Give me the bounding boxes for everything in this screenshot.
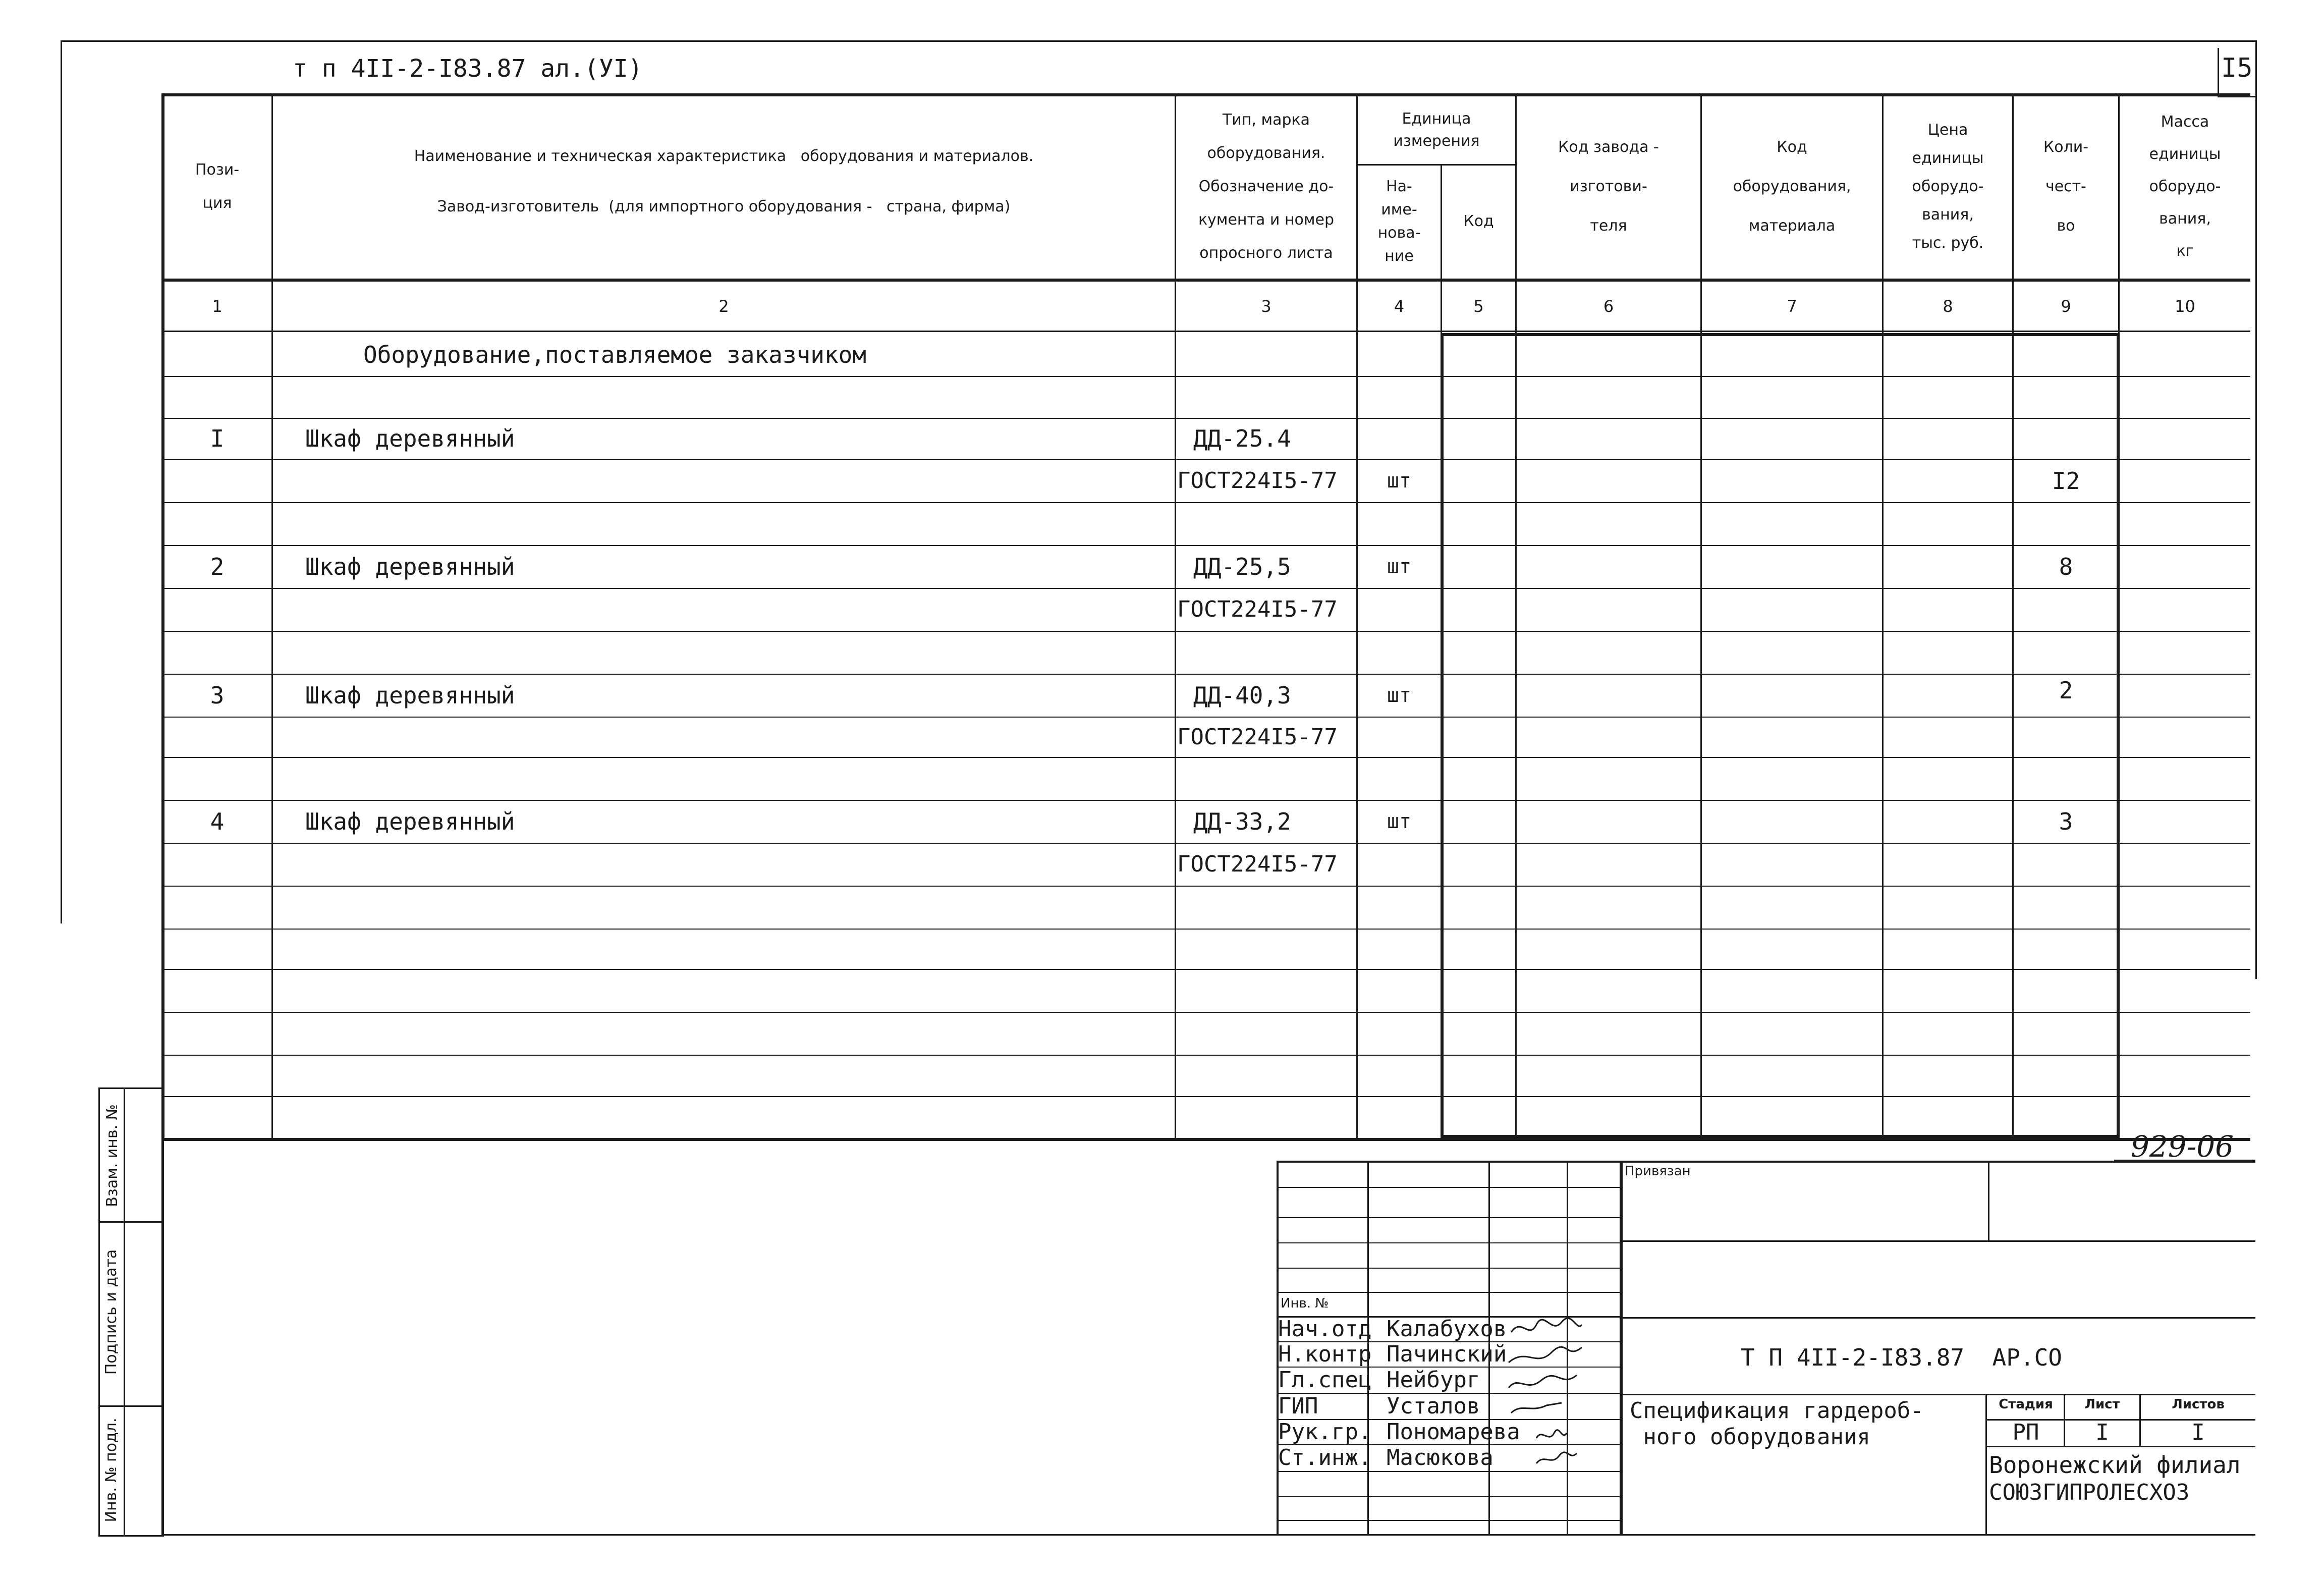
row-quantity: I2 xyxy=(2052,467,2080,495)
tb-row xyxy=(1277,1187,1620,1188)
row-standard: ГОСТ224I5-77 xyxy=(1177,596,1338,622)
staff-name: Усталов xyxy=(1387,1393,1480,1419)
column-number: 1 xyxy=(212,296,223,316)
section-title: Оборудование,поставляемое заказчиком xyxy=(363,341,866,368)
staff-name: Пачинский xyxy=(1387,1341,1507,1367)
stage-value: РП xyxy=(2012,1420,2039,1445)
margin-divider xyxy=(98,1221,164,1223)
row-quantity: 3 xyxy=(2059,807,2073,835)
tb-row xyxy=(1277,1268,1620,1269)
sheet-value: I xyxy=(2095,1420,2109,1445)
header-unit-group: Единица измерения xyxy=(1393,110,1480,150)
tb-col xyxy=(1620,1161,1623,1534)
privyazan-label: Привязан xyxy=(1625,1164,1691,1179)
header-name-line1: Наименование и техническая характеристика оборудования и материалов. xyxy=(414,147,1034,165)
tb-stage-divider xyxy=(1985,1394,1987,1534)
bottom-border xyxy=(161,1534,2255,1536)
page-number-box-left xyxy=(2218,48,2219,96)
row-position: 4 xyxy=(210,807,225,835)
organization-line1: Воронежский филиал xyxy=(1989,1451,2241,1479)
organization-line2: СОЮЗГИПРОЛЕСХОЗ xyxy=(1989,1480,2190,1505)
column-number: 2 xyxy=(718,296,729,316)
sheet-label: Лист xyxy=(2084,1397,2120,1412)
row-unit: шт xyxy=(1387,809,1412,833)
top-border xyxy=(61,40,2255,42)
header-type: Тип, марка оборудования. Обозначение до- кумента и номер опросного листа xyxy=(1198,111,1335,262)
row-unit: шт xyxy=(1387,555,1412,578)
row-standard: ГОСТ224I5-77 xyxy=(1177,851,1338,877)
row-name: Шкаф деревянный xyxy=(305,681,515,709)
tb-row xyxy=(1277,1217,1620,1218)
row-unit: шт xyxy=(1387,469,1412,493)
staff-role: Гл.спец xyxy=(1278,1367,1372,1393)
archive-number: 929-06 xyxy=(2130,1129,2234,1164)
row-type: ДД-25.4 xyxy=(1193,425,1291,452)
tb-privyazan-divider xyxy=(1988,1161,1989,1241)
row-name: Шкаф деревянный xyxy=(305,425,515,452)
signature-scribbles xyxy=(1506,1312,1617,1474)
sheets-label: Листов xyxy=(2172,1397,2225,1412)
column-number: 10 xyxy=(2175,296,2195,316)
row-quantity: 8 xyxy=(2059,553,2073,580)
page-number: I5 xyxy=(2221,53,2253,83)
column-number: 6 xyxy=(1603,296,1614,316)
column-number: 8 xyxy=(1943,296,1953,316)
column-number: 4 xyxy=(1394,296,1405,316)
header-unit-name: На- име- нова- ние xyxy=(1377,178,1421,265)
bold-frame-columns-5-9 xyxy=(1441,333,2120,1138)
sheets-value: I xyxy=(2191,1420,2205,1445)
row-position: I xyxy=(210,425,225,452)
column-number: 3 xyxy=(1261,296,1271,316)
numbers-row-bottom xyxy=(161,331,2250,332)
row-name: Шкаф деревянный xyxy=(305,807,515,835)
tb-row xyxy=(1277,1242,1620,1243)
margin-label-replaced-inv: Взам. инв. № xyxy=(103,1104,121,1207)
tb-row xyxy=(1277,1496,1620,1497)
header-position: Пози- ция xyxy=(195,161,240,212)
header-quantity: Коли- чест- во xyxy=(2043,138,2089,235)
column-number: 7 xyxy=(1787,296,1797,316)
right-outer-border xyxy=(2255,40,2257,979)
tb-line xyxy=(1620,1394,2255,1395)
margin-inner-line xyxy=(124,1087,125,1537)
bottom-left-border xyxy=(161,1138,163,1537)
header-mass: Масса единицы оборудо- вания, кг xyxy=(2149,113,2221,260)
row-unit: шт xyxy=(1387,683,1412,707)
tb-row xyxy=(1277,1292,1620,1293)
header-equipment-code: Код оборудования, материала xyxy=(1733,138,1851,235)
tb-line xyxy=(1620,1317,2255,1319)
row-standard: ГОСТ224I5-77 xyxy=(1177,468,1338,494)
row-quantity: 2 xyxy=(2059,676,2073,704)
top-reference: т п 4II-2-I83.87 ал.(УI) xyxy=(293,55,643,83)
left-outer-border xyxy=(61,40,62,923)
column-number: 9 xyxy=(2061,296,2071,316)
col-line-1 xyxy=(271,93,273,1140)
margin-label-original-inv: Инв. № подл. xyxy=(102,1418,120,1522)
tb-line xyxy=(1985,1446,2255,1447)
row-standard: ГОСТ224I5-77 xyxy=(1177,724,1338,750)
margin-label-signature-date: Подпись и дата xyxy=(102,1249,120,1375)
row-name: Шкаф деревянный xyxy=(305,553,515,580)
document-title: Спецификация гардероб- ного оборудования xyxy=(1630,1398,1924,1450)
row-type: ДД-40,3 xyxy=(1193,681,1291,709)
staff-role: ГИП xyxy=(1278,1393,1318,1419)
staff-role: Нач.отд xyxy=(1278,1316,1372,1342)
stage-label: Стадия xyxy=(1999,1397,2053,1412)
column-number: 5 xyxy=(1473,296,1484,316)
header-price: Цена единицы оборудо- вания, тыс. руб. xyxy=(1912,121,1984,252)
tb-line xyxy=(1620,1240,2255,1242)
tb-row xyxy=(1277,1520,1620,1521)
row-position: 3 xyxy=(210,681,225,709)
staff-name: Пономарева xyxy=(1387,1419,1520,1445)
row-type: ДД-33,2 xyxy=(1193,807,1291,835)
staff-role: Ст.инж. xyxy=(1278,1445,1372,1470)
staff-name: Нейбург xyxy=(1387,1367,1480,1393)
staff-name: Масюкова xyxy=(1387,1445,1493,1470)
header-unit-code: Код xyxy=(1463,212,1494,230)
row-position: 2 xyxy=(210,553,225,580)
header-factory-code: Код завода - изготови- теля xyxy=(1558,138,1659,235)
table-bottom xyxy=(161,1138,2250,1141)
header-name-line2: Завод-изготовитель (для импортного оборудования - страна, фирма) xyxy=(437,198,1011,215)
staff-name: Калабухов xyxy=(1387,1316,1507,1342)
document-code: Т П 4II-2-I83.87 АР.СО xyxy=(1741,1344,2062,1371)
staff-role: Рук.гр. xyxy=(1278,1419,1372,1445)
inv-no-label: Инв. № xyxy=(1281,1296,1329,1311)
row-type: ДД-25,5 xyxy=(1193,553,1291,580)
staff-role: Н.контр xyxy=(1278,1341,1372,1367)
